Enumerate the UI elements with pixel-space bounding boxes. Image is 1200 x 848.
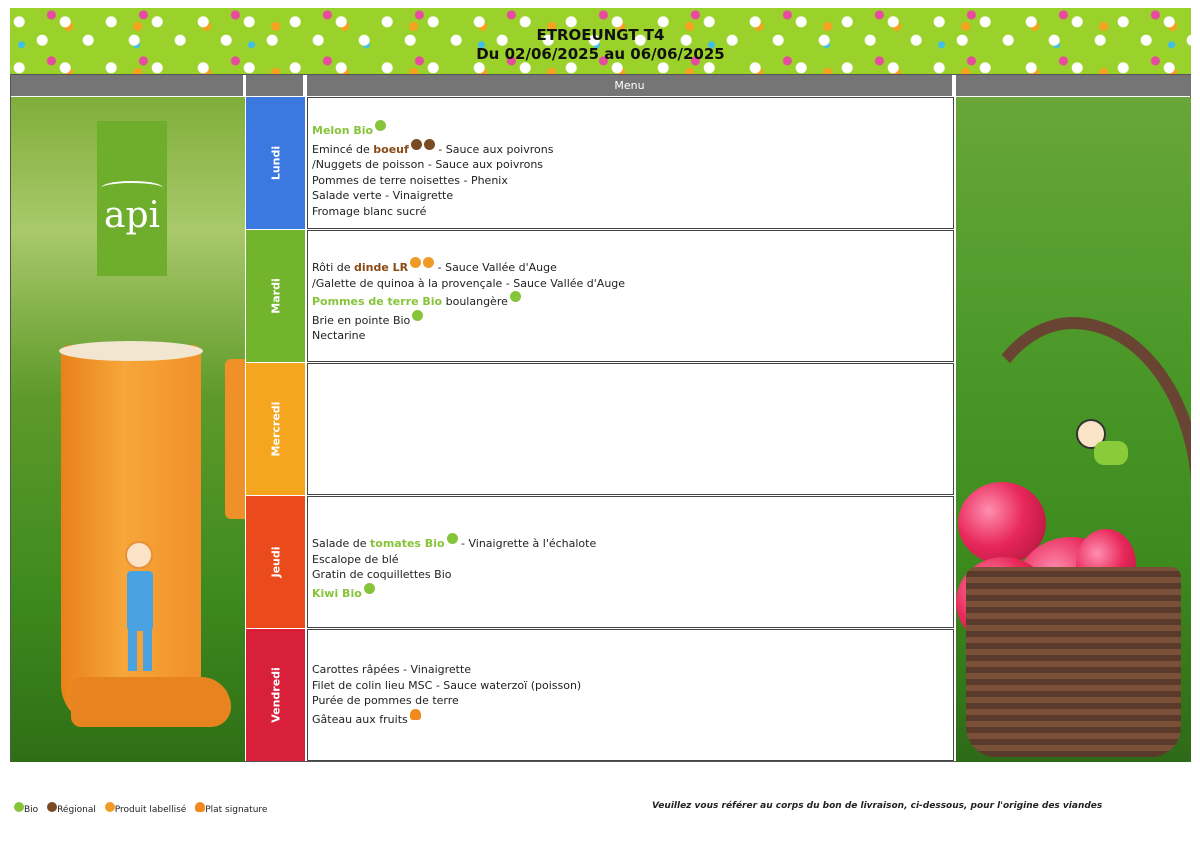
bio-icon xyxy=(14,802,24,812)
menu-item: Filet de colin lieu MSC - Sauce waterzoï (poisson) xyxy=(312,678,582,692)
menu-item: Salade de tomates Bio - Vinaigrette à l'échalote xyxy=(312,533,953,552)
climbing-child-illustration xyxy=(1074,415,1144,485)
regional-icon xyxy=(424,139,435,150)
meat-origin-note: Veuillez vous référer au corps du bon de livraison, ci-dessous, pour l'origine des viandes xyxy=(652,801,1103,811)
menu-item: Escalope de blé xyxy=(312,552,399,566)
menu-cell-jeudi xyxy=(307,496,954,628)
column-header-day xyxy=(246,75,305,96)
menu-item: Emincé de boeuf - Sauce aux poivrons xyxy=(312,139,953,158)
child-illustration xyxy=(111,537,171,677)
day-label-jeudi: Jeudi xyxy=(246,496,305,628)
menu-table xyxy=(10,74,1191,762)
day-label-mercredi: Mercredi xyxy=(246,363,305,495)
apple-basket-photo xyxy=(956,97,1191,762)
second-boot xyxy=(225,359,245,519)
menu-item: Pommes de terre noisettes - Phenix xyxy=(312,173,508,187)
legend-label: Produit labellisé xyxy=(103,805,187,815)
regional-icon xyxy=(47,802,57,812)
menu-item: Kiwi Bio xyxy=(312,583,953,602)
header-banner xyxy=(10,8,1191,74)
column-header-right xyxy=(956,75,1191,96)
day-label-vendredi: Vendredi xyxy=(246,629,305,761)
legend-signature: Plat signature xyxy=(193,805,267,815)
menu-item: /Nuggets de poisson - Sauce aux poivrons xyxy=(312,158,544,171)
label-icon xyxy=(105,802,115,812)
bio-icon xyxy=(412,310,423,321)
api-logo: api xyxy=(97,121,167,276)
menu-cell-lundi xyxy=(307,97,954,229)
boot-rim xyxy=(59,341,203,361)
label-icon xyxy=(410,257,421,268)
menu-item: Fromage blanc sucré xyxy=(312,204,427,218)
column-header-menu: Menu xyxy=(307,75,954,96)
menu-item: Nectarine xyxy=(312,329,366,342)
bio-icon xyxy=(364,583,375,594)
menu-item: Gratin de coquillettes Bio xyxy=(312,568,452,581)
boot-foot xyxy=(71,677,231,727)
regional-icon xyxy=(411,139,422,150)
basket xyxy=(966,567,1181,757)
menu-item: /Galette de quinoa à la provençale - Sauce Vallée d'Auge xyxy=(312,276,626,290)
signature-icon xyxy=(195,802,205,812)
menu-item: Purée de pommes de terre xyxy=(312,694,459,707)
legend xyxy=(12,802,271,815)
menu-cell-mercredi xyxy=(307,363,954,495)
bio-icon xyxy=(375,120,386,131)
site-title: ETROEUNGT T4 xyxy=(536,26,665,44)
menu-cell-mardi xyxy=(307,230,954,362)
legend-bio: Bio xyxy=(12,805,38,815)
bio-icon xyxy=(510,291,521,302)
bio-icon xyxy=(447,533,458,544)
week-dates: Du 02/06/2025 au 06/06/2025 xyxy=(476,45,725,63)
day-label-mardi: Mardi xyxy=(246,230,305,362)
menu-item: Gâteau aux fruits xyxy=(312,709,953,728)
menu-item: Melon Bio xyxy=(312,120,953,139)
menu-item: Carottes râpées - Vinaigrette xyxy=(312,663,472,676)
menu-item: Brie en pointe Bio xyxy=(312,310,953,329)
column-header-left xyxy=(11,75,245,96)
menu-item: Salade verte - Vinaigrette xyxy=(312,189,454,202)
menu-cell-vendredi xyxy=(307,629,954,761)
boots-photo xyxy=(11,97,245,762)
signature-icon xyxy=(410,709,421,720)
menu-item: Pommes de terre Bio boulangère xyxy=(312,291,953,310)
label-icon xyxy=(423,257,434,268)
day-label-lundi: Lundi xyxy=(246,97,305,229)
legend-regional: Régional xyxy=(45,805,96,815)
menu-item: Rôti de dinde LR - Sauce Vallée d'Auge xyxy=(312,257,953,276)
